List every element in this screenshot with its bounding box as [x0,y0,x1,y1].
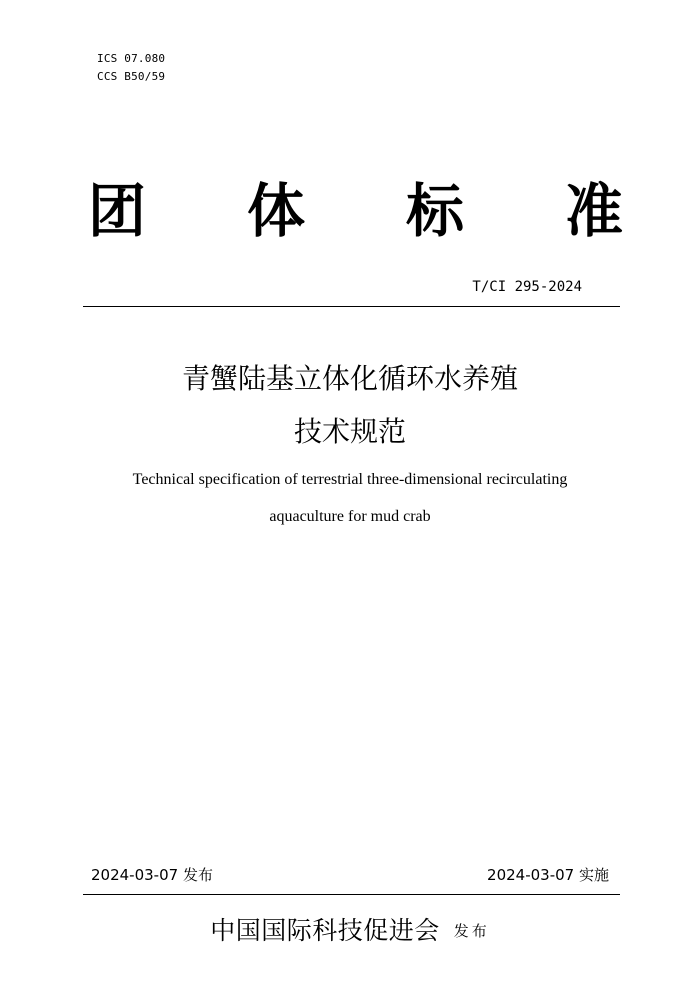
ics-code: ICS 07.080 [97,52,166,65]
standard-type-heading [88,176,623,246]
classification-codes [97,50,165,86]
chinese-title-line-1: 青蟹陆基立体化循环水养殖 [181,362,518,395]
english-title-line-2: aquaculture for mud crab [269,508,431,525]
standard-type-char: 团 [88,177,147,245]
english-title-line-1: Technical specification of terrestrial three-dimensional recirculating [132,471,568,488]
publisher-line [0,912,700,950]
top-divider [83,306,620,307]
standard-type-char: 准 [564,177,623,245]
standard-type-char: 标 [405,177,464,245]
publisher-suffix: 发布 [453,922,490,940]
standard-number: T/CI 295-2024 [472,279,582,295]
bottom-divider [83,894,620,895]
ccs-code: CCS B50/59 [97,70,166,83]
chinese-title-line-2: 技术规范 [293,415,406,448]
issue-date: 2024-03-07 发布 [91,866,213,884]
publisher-name: 中国国际科技促进会 [210,916,440,945]
implementation-date: 2024-03-07 实施 [487,866,609,884]
standard-type-char: 体 [246,177,305,245]
